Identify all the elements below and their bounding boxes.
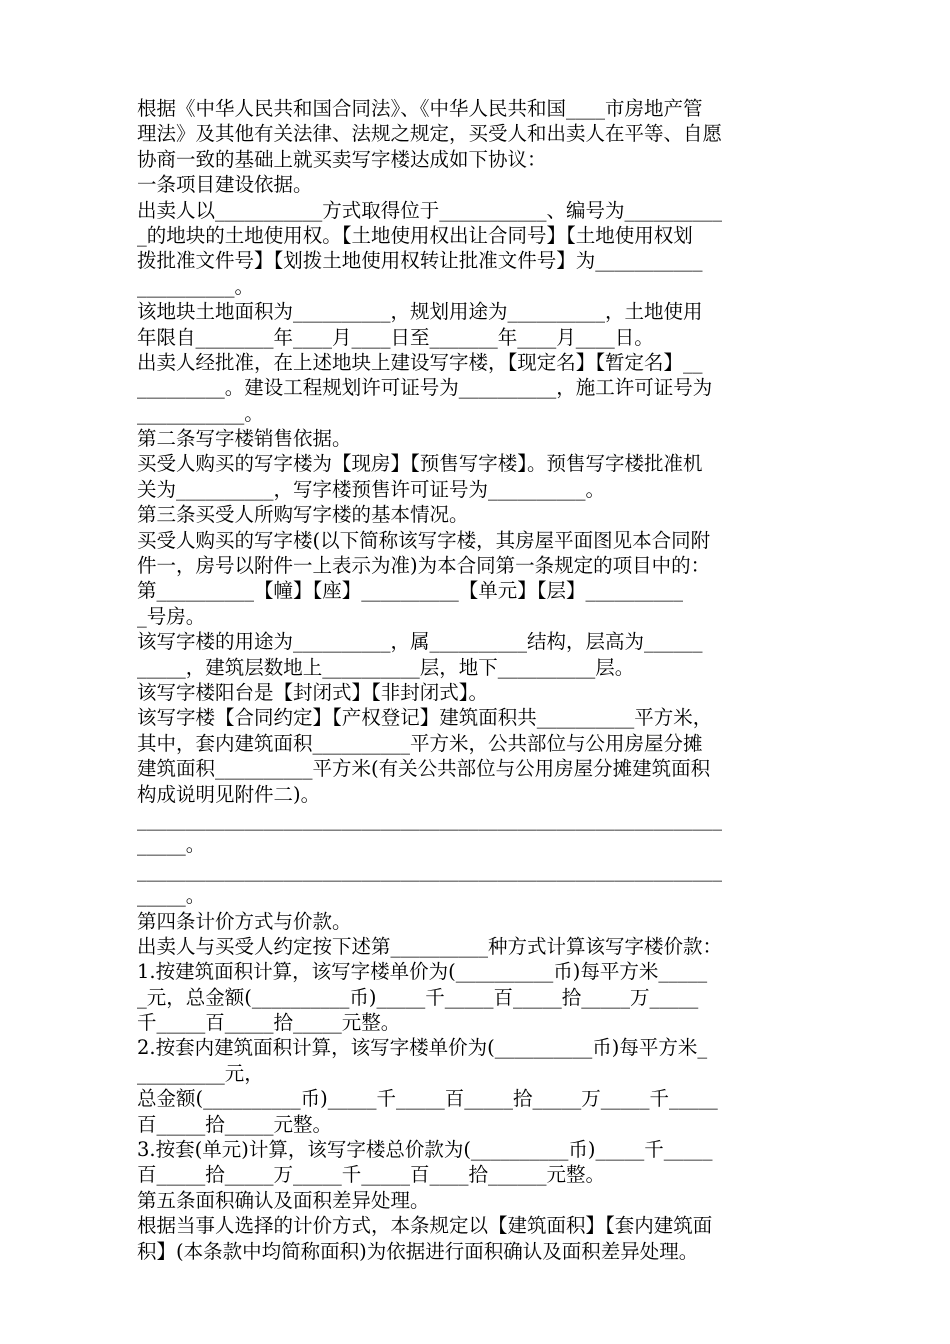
text-line: 1.按建筑面积计算，该写字楼单价为(__________币)每平方米_____ [137, 960, 708, 984]
text-line: 3.按套(单元)计算，该写字楼总价款为(__________币)_____千_____ [137, 1138, 713, 1162]
text-line: ___________。 [137, 401, 264, 425]
text-line: _________。建设工程规划许可证号为__________，施工许可证号为 [137, 376, 713, 400]
text-line: 该写字楼的用途为__________，属__________结构，层高为______ [137, 630, 703, 654]
text-line: 出卖人与买受人约定按下述第__________种方式计算该写字楼价款： [137, 934, 723, 958]
section-heading: 第四条计价方式与价款。 [137, 909, 352, 933]
text-line: 买受人购买的写字楼(以下简称该写字楼，其房屋平面图见本合同附 [137, 528, 711, 552]
section-heading: 第五条面积确认及面积差异处理。 [137, 1188, 430, 1212]
text-line: _________元， [137, 1061, 264, 1085]
text-line: 协商一致的基础上就买卖写字楼达成如下协议： [137, 147, 547, 171]
blank-line: _____。 [137, 833, 206, 857]
blank-line: ____________________________________________________________ [137, 807, 722, 831]
text-line: 建筑面积__________平方米(有关公共部位与公用房屋分摊建筑面积 [137, 757, 711, 781]
text-line: 件一，房号以附件一上表示为准)为本合同第一条规定的项目中的： [137, 554, 711, 578]
text-line: 千_____百_____拾_____元整。 [137, 1011, 401, 1035]
text-line: 百_____拾_____万_____千_____百____拾______元整。 [137, 1163, 606, 1187]
text-line: _号房。 [137, 604, 206, 628]
text-line: 积】(本条款中均简称面积)为依据进行面积确认及面积差异处理。 [137, 1239, 699, 1263]
text-line: 关为__________，写字楼预售许可证号为__________。 [137, 477, 606, 501]
text-line: 理法》及其他有关法律、法规之规定，买受人和出卖人在平等、自愿 [137, 122, 723, 146]
text-line: 该写字楼阳台是【封闭式】【非封闭式】。 [137, 680, 489, 704]
section-heading: 第二条写字楼销售依据。 [137, 427, 352, 451]
text-line: _____，建筑层数地上__________层，地下__________层。 [137, 655, 635, 679]
text-line: 总金额(__________币)_____千_____百_____拾_____万_____千_____ [137, 1087, 718, 1111]
text-line: 构成说明见附件二)。 [137, 782, 321, 806]
text-line: 拨批准文件号】【划拨土地使用权转让批准文件号】为___________ [137, 249, 703, 273]
text-line: 第__________【幢】【座】__________【单元】【层】__________ [137, 579, 684, 603]
text-line: 百_____拾_____元整。 [137, 1112, 333, 1136]
text-line: 买受人购买的写字楼为【现房】【预售写字楼】。预售写字楼批准机 [137, 452, 703, 476]
section-heading: 一条项目建设依据。 [137, 173, 313, 197]
blank-line: _____。 [137, 884, 206, 908]
text-line: 年限自________年____月____日至_______年____月____日。 [137, 325, 654, 349]
text-line: 2.按套内建筑面积计算，该写字楼单价为(__________币)每平方米_ [137, 1036, 708, 1060]
contract-page [137, 96, 817, 1264]
blank-line: ____________________________________________________________ [137, 858, 722, 882]
text-line: _的地块的土地使用权。【土地使用权出让合同号】【土地使用权划 [137, 223, 693, 247]
text-line: __________。 [137, 274, 255, 298]
text-line: 出卖人经批准，在上述地块上建设写字楼，【现定名】【暂定名】__ [137, 350, 703, 374]
section-heading: 第三条买受人所购写字楼的基本情况。 [137, 503, 469, 527]
text-line: 其中，套内建筑面积__________平方米，公共部位与公用房屋分摊 [137, 731, 703, 755]
text-line: 根据《中华人民共和国合同法》、《中华人民共和国____市房地产管 [137, 97, 703, 120]
text-line: 出卖人以___________方式取得位于___________、编号为__________ [137, 198, 723, 222]
text-line: _元，总金额(__________币)_____千_____百_____拾_____万_____ [137, 985, 699, 1009]
text-line: 该地块土地面积为__________，规划用途为__________，土地使用 [137, 300, 703, 324]
text-line: 根据当事人选择的计价方式，本条规定以【建筑面积】【套内建筑面 [137, 1214, 713, 1238]
text-line: 该写字楼【合同约定】【产权登记】建筑面积共__________平方米， [137, 706, 713, 730]
